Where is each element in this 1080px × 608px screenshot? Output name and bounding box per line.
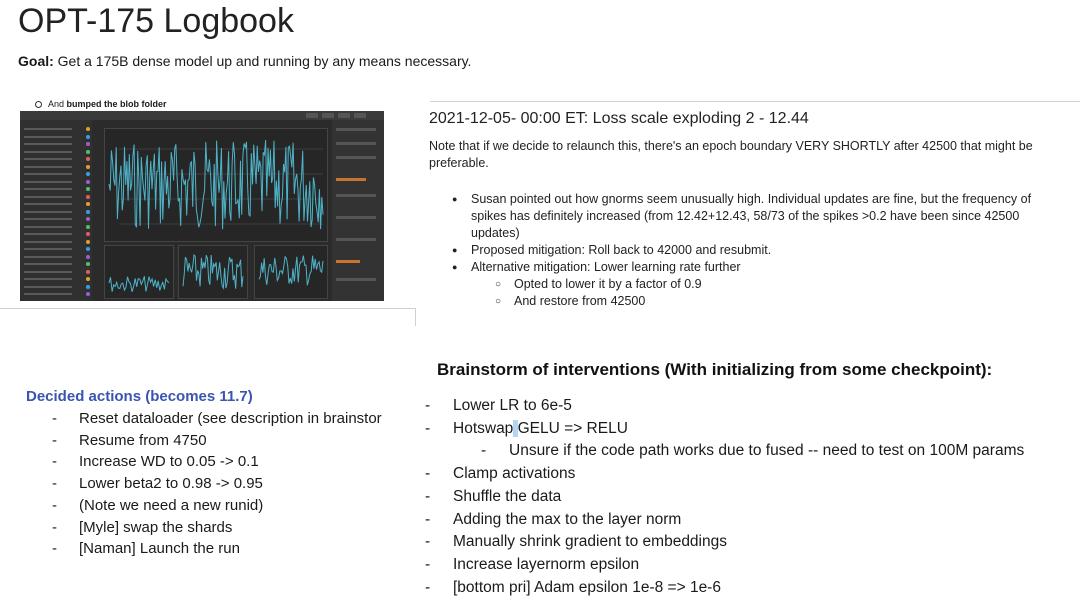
settings-row	[336, 238, 376, 241]
settings-row	[336, 278, 376, 281]
caption-bold: bumped the blob folder	[66, 99, 167, 109]
run-color-dot	[86, 202, 90, 206]
list-item: - Resume from 4750	[52, 430, 412, 452]
list-item: - Adding the max to the layer norm	[425, 509, 1080, 532]
settings-row	[336, 216, 376, 219]
run-color-dot	[86, 127, 90, 131]
run-color-dot	[86, 165, 90, 169]
run-color-dot	[86, 210, 90, 214]
run-color-dot	[86, 135, 90, 139]
goal-text: Get a 175B dense model up and running by any means necessary.	[53, 53, 472, 69]
run-list-row	[24, 151, 72, 153]
run-color-dot	[86, 262, 90, 266]
run-color-dot	[86, 255, 90, 259]
run-list-row	[24, 211, 72, 213]
main-chart	[105, 129, 327, 241]
topbar-button	[338, 113, 350, 118]
brainstorm-heading: Brainstorm of interventions (With initializing from some checkpoint):	[437, 360, 993, 379]
run-list-row	[24, 241, 72, 243]
brainstorm-list	[425, 395, 1080, 599]
dashboard-topbar	[20, 111, 384, 120]
main-chart-panel	[104, 128, 328, 242]
list-item: - Shuffle the data	[425, 486, 1080, 509]
run-color-dot	[86, 285, 90, 289]
run-list-row	[24, 158, 72, 160]
run-color-dot	[86, 150, 90, 154]
topbar-button	[354, 113, 366, 118]
screenshot-caption	[35, 99, 167, 109]
list-subitem: - Unsure if the code path works due to fused -- need to test on 100M params	[425, 440, 1080, 463]
list-item: - Manually shrink gradient to embeddings	[425, 531, 1080, 554]
run-color-dot	[86, 240, 90, 244]
list-item: - Increase layernorm epsilon	[425, 554, 1080, 577]
run-list-row	[24, 181, 72, 183]
small-chart-2	[179, 246, 247, 298]
goal-line	[18, 53, 471, 69]
entry-note: Note that if we decide to relaunch this, there's an epoch boundary VERY SHORTLY after 42500 that might be preferable.	[429, 139, 1033, 170]
run-list-row	[24, 136, 72, 138]
run-color-dot	[86, 157, 90, 161]
settings-slider	[336, 178, 366, 181]
list-item: - [bottom pri] Adam epsilon 1e-8 => 1e-6	[425, 577, 1080, 600]
run-color-dot	[86, 142, 90, 146]
chart-series-line	[109, 276, 169, 292]
embedded-dashboard-screenshot	[20, 111, 384, 301]
run-list-row	[24, 173, 72, 175]
goal-label: Goal:	[18, 53, 54, 69]
run-list-row	[24, 226, 72, 228]
dashboard-settings-panel	[332, 120, 384, 301]
small-chart-panel	[254, 245, 328, 299]
run-list-row	[24, 263, 72, 265]
list-item-text: Hotswap	[453, 419, 514, 437]
topbar-button	[322, 113, 334, 118]
hollow-bullet-icon	[35, 101, 42, 108]
list-item: ● Susan pointed out how gnorms seem unusually high. Individual updates are fine, but the frequency of spikes has definitely increased (from 12.42+12.43, 58/73 of the spikes >0.2 have been since 42500 updates)	[452, 191, 1067, 242]
run-list-row	[24, 271, 72, 273]
run-list-row	[24, 233, 72, 235]
entry-bullets	[452, 191, 1067, 310]
chart-series-line	[183, 255, 243, 289]
list-subitem: ○ Opted to lower it by a factor of 0.9	[452, 276, 1067, 293]
list-item: - [Naman] Launch the run	[52, 538, 412, 560]
run-list-row	[24, 293, 72, 295]
small-chart-panel	[104, 245, 174, 299]
settings-row	[336, 156, 376, 159]
list-item-text: GELU => RELU	[517, 419, 628, 437]
run-color-dot	[86, 232, 90, 236]
run-list-row	[24, 188, 72, 190]
topbar-button	[306, 113, 318, 118]
run-list-row	[24, 248, 72, 250]
list-item	[425, 418, 1080, 441]
list-item: - Reset dataloader (see description in brainstor	[52, 408, 412, 430]
run-list-row	[24, 286, 72, 288]
page-title: OPT-175 Logbook	[18, 2, 294, 40]
caption-prefix: And	[48, 99, 67, 109]
run-color-dot	[86, 292, 90, 296]
run-color-dot	[86, 277, 90, 281]
run-list-row	[24, 218, 72, 220]
small-chart-1	[105, 246, 173, 298]
small-chart-3	[255, 246, 327, 298]
list-item: ● Proposed mitigation: Roll back to 42000 and resubmit.	[452, 242, 1067, 259]
run-list-row	[24, 278, 72, 280]
decided-actions-list	[52, 408, 412, 560]
divider	[415, 308, 416, 326]
run-list-row	[24, 203, 72, 205]
run-list-row	[24, 196, 72, 198]
dashboard-run-list	[20, 120, 92, 301]
chart-series-line	[109, 140, 323, 229]
list-item: - Lower LR to 6e-5	[425, 395, 1080, 418]
list-item: - [Myle] swap the shards	[52, 517, 412, 539]
run-color-dot	[86, 247, 90, 251]
run-color-dot	[86, 270, 90, 274]
small-chart-panel	[178, 245, 248, 299]
run-list-row	[24, 256, 72, 258]
run-color-dot	[86, 180, 90, 184]
run-color-dot	[86, 195, 90, 199]
run-color-dot	[86, 217, 90, 221]
settings-row	[336, 128, 376, 131]
list-subitem: ○ And restore from 42500	[452, 293, 1067, 310]
run-list-row	[24, 166, 72, 168]
list-item: ● Alternative mitigation: Lower learning rate further	[452, 259, 1067, 276]
entry-title: 2021-12-05- 00:00 ET: Loss scale exploding 2 - 12.44	[429, 110, 809, 127]
decided-actions-heading: Decided actions (becomes 11.7)	[26, 388, 253, 405]
run-color-dot	[86, 187, 90, 191]
run-list-row	[24, 143, 72, 145]
chart-series-line	[259, 256, 323, 286]
run-color-dot	[86, 225, 90, 229]
settings-row	[336, 194, 376, 197]
divider	[0, 308, 416, 309]
settings-slider	[336, 260, 360, 263]
list-item: - (Note we need a new runid)	[52, 495, 412, 517]
divider	[430, 101, 1080, 102]
run-list-row	[24, 128, 72, 130]
list-item: - Clamp activations	[425, 463, 1080, 486]
settings-row	[336, 142, 376, 145]
list-item: - Increase WD to 0.05 -> 0.1	[52, 451, 412, 473]
list-item: - Lower beta2 to 0.98 -> 0.95	[52, 473, 412, 495]
run-color-dot	[86, 172, 90, 176]
